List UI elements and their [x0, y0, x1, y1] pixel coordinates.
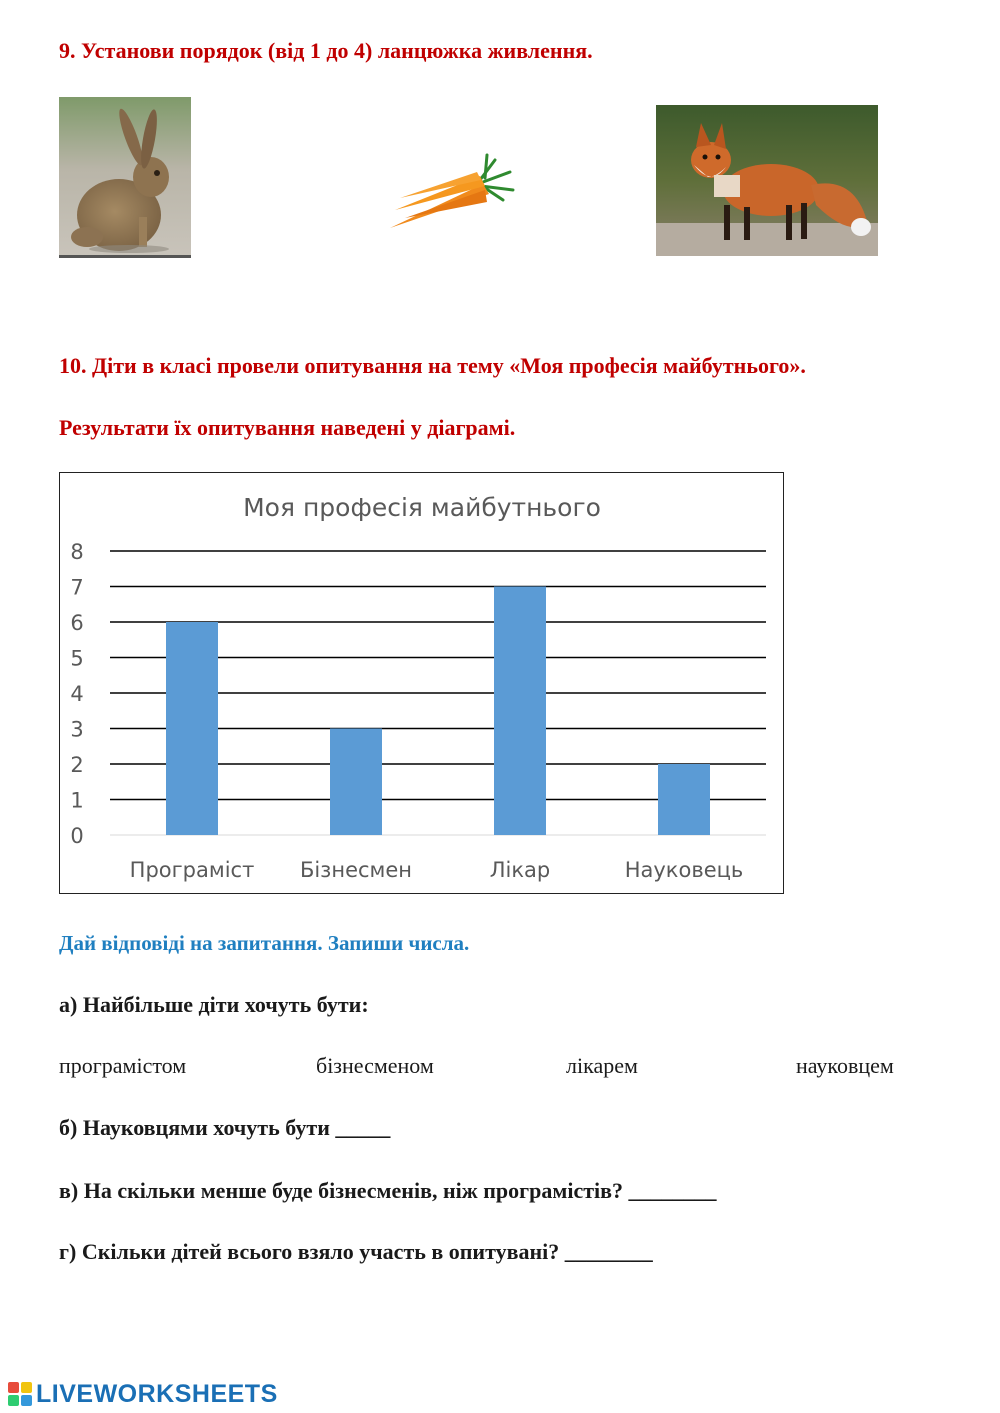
y-tick-label: 2	[70, 753, 84, 777]
x-tick-label: Науковець	[624, 858, 744, 882]
y-tick-label: 5	[70, 646, 84, 671]
answers-instruction: Дай відповіді на запитання. Запиши числа.	[59, 931, 470, 955]
bar	[658, 764, 710, 835]
y-tick-label: 3	[70, 717, 84, 742]
bar	[494, 587, 546, 836]
y-tick-label: 7	[70, 575, 84, 600]
question-a: а) Найбільше діти хочуть бути:	[59, 992, 369, 1017]
task10-heading: 10. Діти в класі провели опитування на тему «Моя професія майбутнього».	[59, 353, 806, 378]
hare-image	[59, 97, 191, 258]
option-doctor[interactable]: лікарем	[566, 1053, 638, 1078]
bar	[330, 729, 382, 836]
y-tick-label: 8	[70, 540, 84, 564]
bar	[166, 622, 218, 835]
chart-title: Моя професія майбутнього	[243, 493, 601, 522]
carrot-image	[385, 150, 517, 235]
logo-blocks-icon	[8, 1382, 32, 1406]
x-tick-label: Бізнесмен	[299, 858, 413, 882]
task10-subheading: Результати їх опитування наведені у діаграмі.	[59, 415, 516, 440]
option-programmer[interactable]: програмістом	[59, 1053, 187, 1078]
footer-brand: LIVEWORKSHEETS	[36, 1379, 278, 1408]
task9-heading: 9. Установи порядок (від 1 до 4) ланцюжка живлення.	[59, 38, 593, 63]
liveworksheets-logo	[8, 1380, 278, 1408]
y-tick-label: 0	[70, 824, 84, 848]
x-tick-label: Програміст	[129, 858, 255, 882]
question-b: б) Науковцями хочуть бути _____	[59, 1115, 391, 1140]
y-tick-label: 6	[70, 611, 84, 635]
bar-chart	[59, 472, 784, 894]
fox-image	[656, 105, 878, 256]
x-tick-label: Лікар	[489, 858, 551, 882]
bar-chart-svg	[60, 473, 785, 895]
y-tick-label: 4	[70, 682, 84, 706]
option-scientist[interactable]: науковцем	[796, 1053, 894, 1078]
option-businessman[interactable]: бізнесменом	[316, 1053, 434, 1078]
question-c: в) На скільки менше буде бізнесменів, ніж програмістів? ________	[59, 1178, 717, 1203]
question-d: г) Скільки дітей всього взяло участь в опитувані? ________	[59, 1239, 653, 1264]
y-tick-label: 1	[70, 788, 84, 813]
